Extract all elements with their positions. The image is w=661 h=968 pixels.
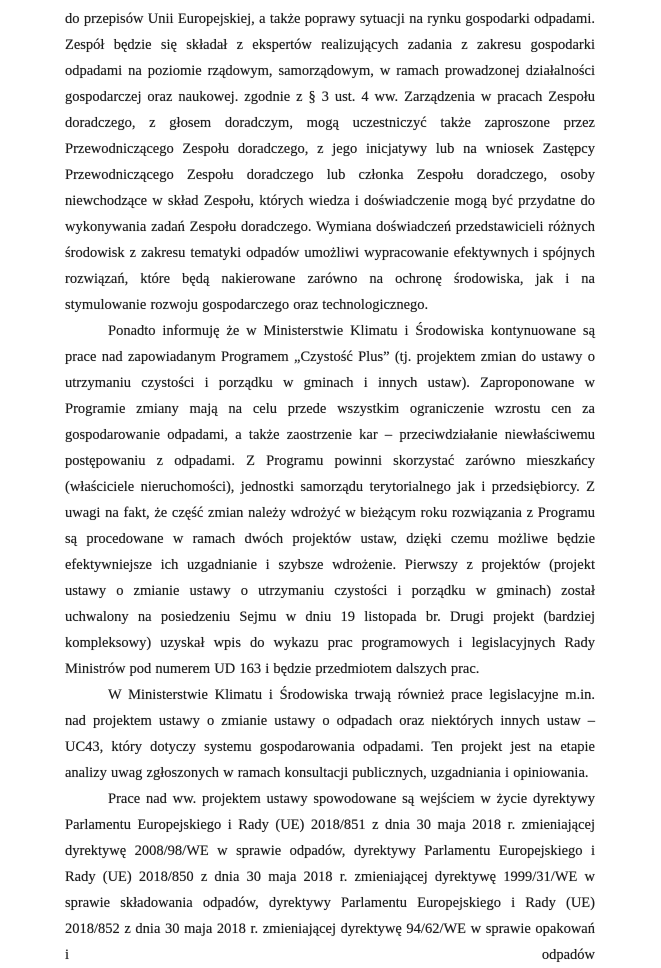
paragraph-eu-directives: Prace nad ww. projektem ustawy spowodowane są wejściem w życie dyrektywy Parlamentu Europejskiego i Rady (UE) 2018/851 z dnia 30 maja 2018 r. zmieniającej dyrektywę 2008/98/WE w sprawie odpadów, dyrektywy Parlamentu Europejskiego i Rady (UE) 2018/850 z dnia 30 maja 2018 r. zmieniającej dyrektywę 1999/31/WE w sprawie składowania odpadów, dyrektywy Parlamentu Europejskiego i Rady (UE) 2018/852 z dnia 30 maja 2018 r. zmieniającej dyrektywę 94/62/WE w sprawie opakowań i odpadów xyxy=(65,791,595,963)
paragraph-continuation: do przepisów Unii Europejskiej, a także poprawy sytuacji na rynku gospodarki odpadami. Zespół będzie się składał z ekspertów realizujących zadania z zakresu gospodarki odpadami na poziomie rządowym, samorządowym, w ramach prowadzonej działalności gospodarczej oraz naukowej. zgodnie z § 3 ust. 4 ww. Zarządzenia w pracach Zespołu doradczego, z głosem doradczym, mogą uczestniczyć także zaproszone przez Przewodniczącego Zespołu doradczego, z jego inicjatywy lub na wniosek Zastępcy Przewodniczącego Zespołu doradczego lub członka Zespołu doradczego, osoby niewchodzące w skład Zespołu, których wiedza i doświadczenie mogą być przydatne do wykonywania zadań Zespołu doradczego. Wymiana doświadczeń przedstawicieli różnych środowisk z zakresu tematyki odpadów umożliwi wypracowanie efektywnych i spójnych rozwiązań, które będą nakierowane zarówno na ochronę środowiska, jak i na stymulowanie rozwoju gospodarczego oraz technologicznego. xyxy=(65,11,595,313)
paragraph-uc43: W Ministerstwie Klimatu i Środowiska trwają również prace legislacyjne m.in. nad projektem ustawy o zmianie ustawy o odpadach oraz niektórych innych ustaw – UC43, który dotyczy systemu gospodarowania odpadami. Ten projekt jest na etapie analizy uwag zgłoszonych w ramach konsultacji publicznych, uzgadniania i opiniowania. xyxy=(65,687,595,781)
paragraph-czystosc-plus: Ponadto informuję że w Ministerstwie Klimatu i Środowiska kontynuowane są prace nad zapowiadanym Programem „Czystość Plus” (tj. projektem zmian do ustawy o utrzymaniu czystości i porządku w gminach i innych ustaw). Zaproponowane w Programie zmiany mają na celu przede wszystkim ograniczenie wzrostu cen za gospodarowanie odpadami, a także zaostrzenie kar – przeciwdziałanie niewłaściwemu postępowaniu z odpadami. Z Programu powinni skorzystać zarówno mieszkańcy (właściciele nieruchomości), jednostki samorządu terytorialnego jak i przedsiębiorcy. Z uwagi na fakt, że część zmian należy wdrożyć w bieżącym roku rozwiązania z Programu są procedowane w ramach dwóch projektów ustaw, dzięki czemu możliwe będzie efektywniejsze ich uzgadnianie i szybsze wdrożenie. Pierwszy z projektów (projekt ustawy o zmianie ustawy o utrzymaniu czystości i porządku w gminach) został uchwalony na posiedzeniu Sejmu w dniu 19 listopada br. Drugi projekt (bardziej kompleksowy) uzyskał wpis do wykazu prac programowych i legislacyjnych Rady Ministrów pod numerem UD 163 i będzie przedmiotem dalszych prac. xyxy=(65,323,595,677)
